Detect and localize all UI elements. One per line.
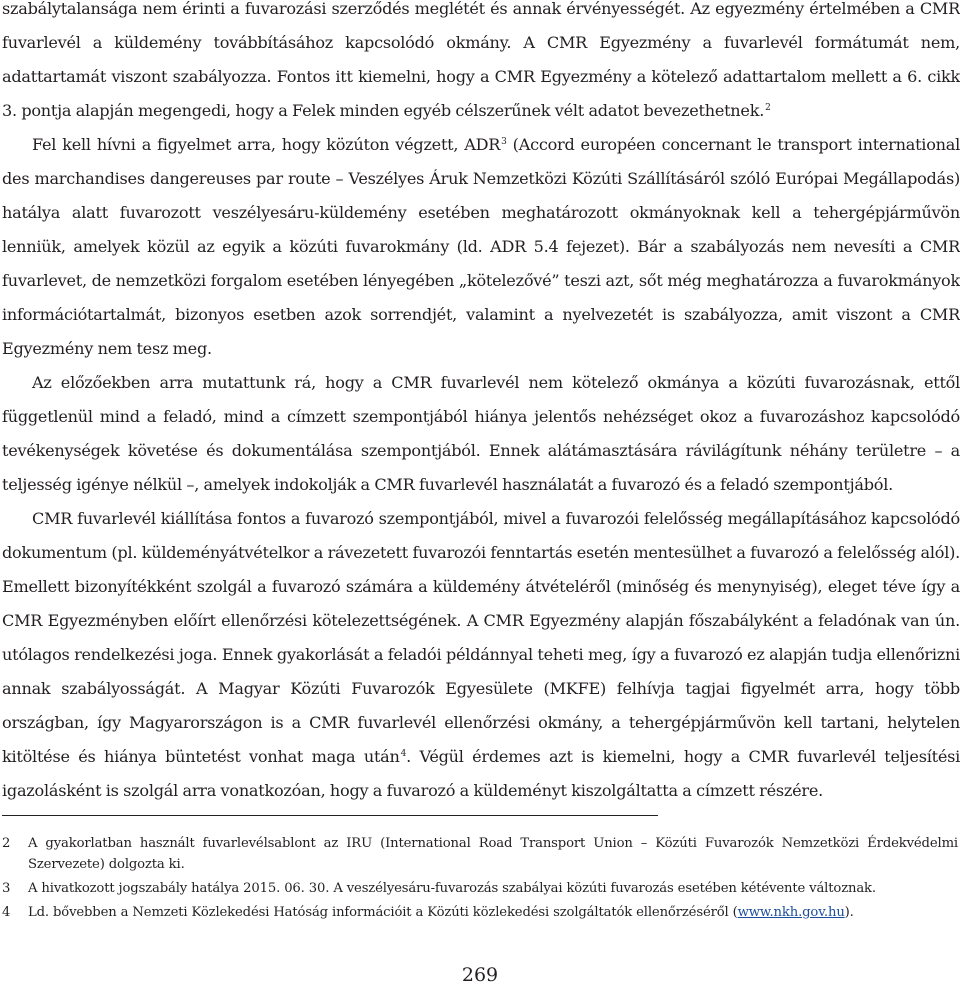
footnote-2 bbox=[2, 833, 958, 875]
footnote-separator bbox=[2, 815, 658, 816]
paragraph-1 bbox=[2, 0, 960, 128]
footnote-ref-2[interactable]: 2 bbox=[765, 103, 771, 113]
footnote-4-text bbox=[28, 902, 958, 923]
paragraph-2-text-end: (Accord européen concernant le transport international des marchandises dangereuses par route – Veszélyes Áruk Nemzetközi Közúti Szállításáról szóló Európai Megállapodás) hatálya alatt fuvarozott veszélyesáru-küldemény esetében meghatározott okmányoknak kell a tehergépjárművön lenniük, amelyek közül az egyik a közúti fuvarokmány (ld. ADR 5.4 fejezet). Bár a szabályozás nem nevesíti a CMR fuvarlevet, de nemzetközi forgalom esetében lényegében „kötelezővé” teszi azt, sőt még meghatározza a fuvarokmányok információtartalmát, bizonyos esetben azok sorrendjét, valamint a nyelvezetét is szabályozza, amit viszont a CMR Egyezmény nem tesz meg. bbox=[2, 135, 960, 358]
footnote-4-text-end: ). bbox=[844, 905, 854, 920]
paragraph-3-text: Az előzőekben arra mutattunk rá, hogy a CMR fuvarlevél nem kötelező okmánya a közúti fuvarozásnak, ettől függetlenül mind a feladó, mind a címzett szempontjából hiánya jelentős nehézséget okoz a fuvarozáshoz kapcsolódó tevékenységek követése és dokumentálása szempontjából. Ennek alátámasztására rávilágítunk néhány területre – a teljesség igénye nélkül –, amelyek indokolják a CMR fuvarlevél használatát a fuvarozó és a feladó szempontjából. bbox=[2, 373, 960, 494]
paragraph-4-text-end: . Végül érdemes azt is kiemelni, hogy a CMR fuvarlevél teljesítési igazolásként is szolgál arra vonatkozóan, hogy a fuvarozó a küldeményt kiszolgáltatta a címzett részére. bbox=[2, 747, 960, 800]
paragraph-2-text-start: Fel kell hívni a figyelmet arra, hogy közúton végzett, ADR bbox=[32, 135, 501, 154]
footnote-4 bbox=[2, 902, 958, 923]
nkh-website-link[interactable]: www.nkh.gov.hu bbox=[737, 905, 845, 920]
footnote-3-text: A hivatkozott jogszabály hatálya 2015. 06. 30. A veszélyesáru-fuvarozás szabályai közúti fuvarozás esetében kétévente változnak. bbox=[28, 881, 876, 896]
footnote-2-number: 2 bbox=[2, 836, 11, 851]
footnote-ref-4[interactable]: 4 bbox=[400, 749, 407, 759]
footnote-ref-3[interactable]: 3 bbox=[501, 137, 507, 147]
footnote-3-number: 3 bbox=[2, 881, 11, 896]
paragraph-1-text: szabálytalansága nem érinti a fuvarozási szerződés meglétét és annak érvényességét. Az egyezmény értelmében a CMR fuvarlevél a küldemény továbbításához kapcsolódó okmány. A CMR Egyezmény a fuvarlevél formátumát nem, adattartamát viszont szabályozza. Fontos itt kiemelni, hogy a CMR Egyezmény a kötelező adattartalom mellett a 6. cikk 3. pontja alapján megengedi, hogy a Felek minden egyéb célszerűnek vélt adatot bevezethetnek. bbox=[2, 0, 960, 120]
paragraph-4 bbox=[2, 502, 960, 808]
footnotes bbox=[2, 833, 958, 926]
paragraph-4-text-start: CMR fuvarlevél kiállítása fontos a fuvarozó szempontjából, mivel a fuvarozói felelősség megállapításához kapcsolódó dokumentum (pl. küldeményátvételkor a rávezetett fuvarozói fenntartás esetén mentesülhet a fuvarozó a felelősség alól). Emellett bizonyítékként szolgál a fuvarozó számára a küldemény átvételéről (minőség és menynyiség), eleget téve így a CMR Egyezményben előírt ellenőrzési kötelezettségének. A CMR Egyezmény alapján főszabályként a feladónak van ún. utólagos rendelkezési joga. Ennek gyakorlását a feladói példánnyal teheti meg, így a fuvarozó ez alapján tudja ellenőrizni annak szabályosságát. A Magyar Közúti Fuvarozók Egyesülete (MKFE) felhívja tagjai figyelmét arra, hogy több országban, így Magyarországon is a CMR fuvarlevél ellenőrzési okmány, a tehergépjárművön kell tartani, helytelen kitöltése és hiánya büntetést vonhat maga után bbox=[2, 509, 960, 766]
page-number: 269 bbox=[461, 964, 499, 986]
main-text bbox=[2, 0, 960, 808]
paragraph-2 bbox=[2, 128, 960, 366]
paragraph-3 bbox=[2, 366, 960, 502]
footnote-3 bbox=[2, 878, 958, 899]
footnote-4-number: 4 bbox=[2, 905, 11, 920]
footnote-4-text-start: Ld. bővebben a Nemzeti Közlekedési Hatóság információit a Közúti közlekedési szolgáltatók ellenőrzéséről ( bbox=[28, 905, 738, 920]
footnote-2-text: A gyakorlatban használt fuvarlevélsablont az IRU (International Road Transport Union – Közúti Fuvarozók Nemzetközi Érdekvédelmi Szervezete) dolgozta ki. bbox=[28, 836, 958, 872]
